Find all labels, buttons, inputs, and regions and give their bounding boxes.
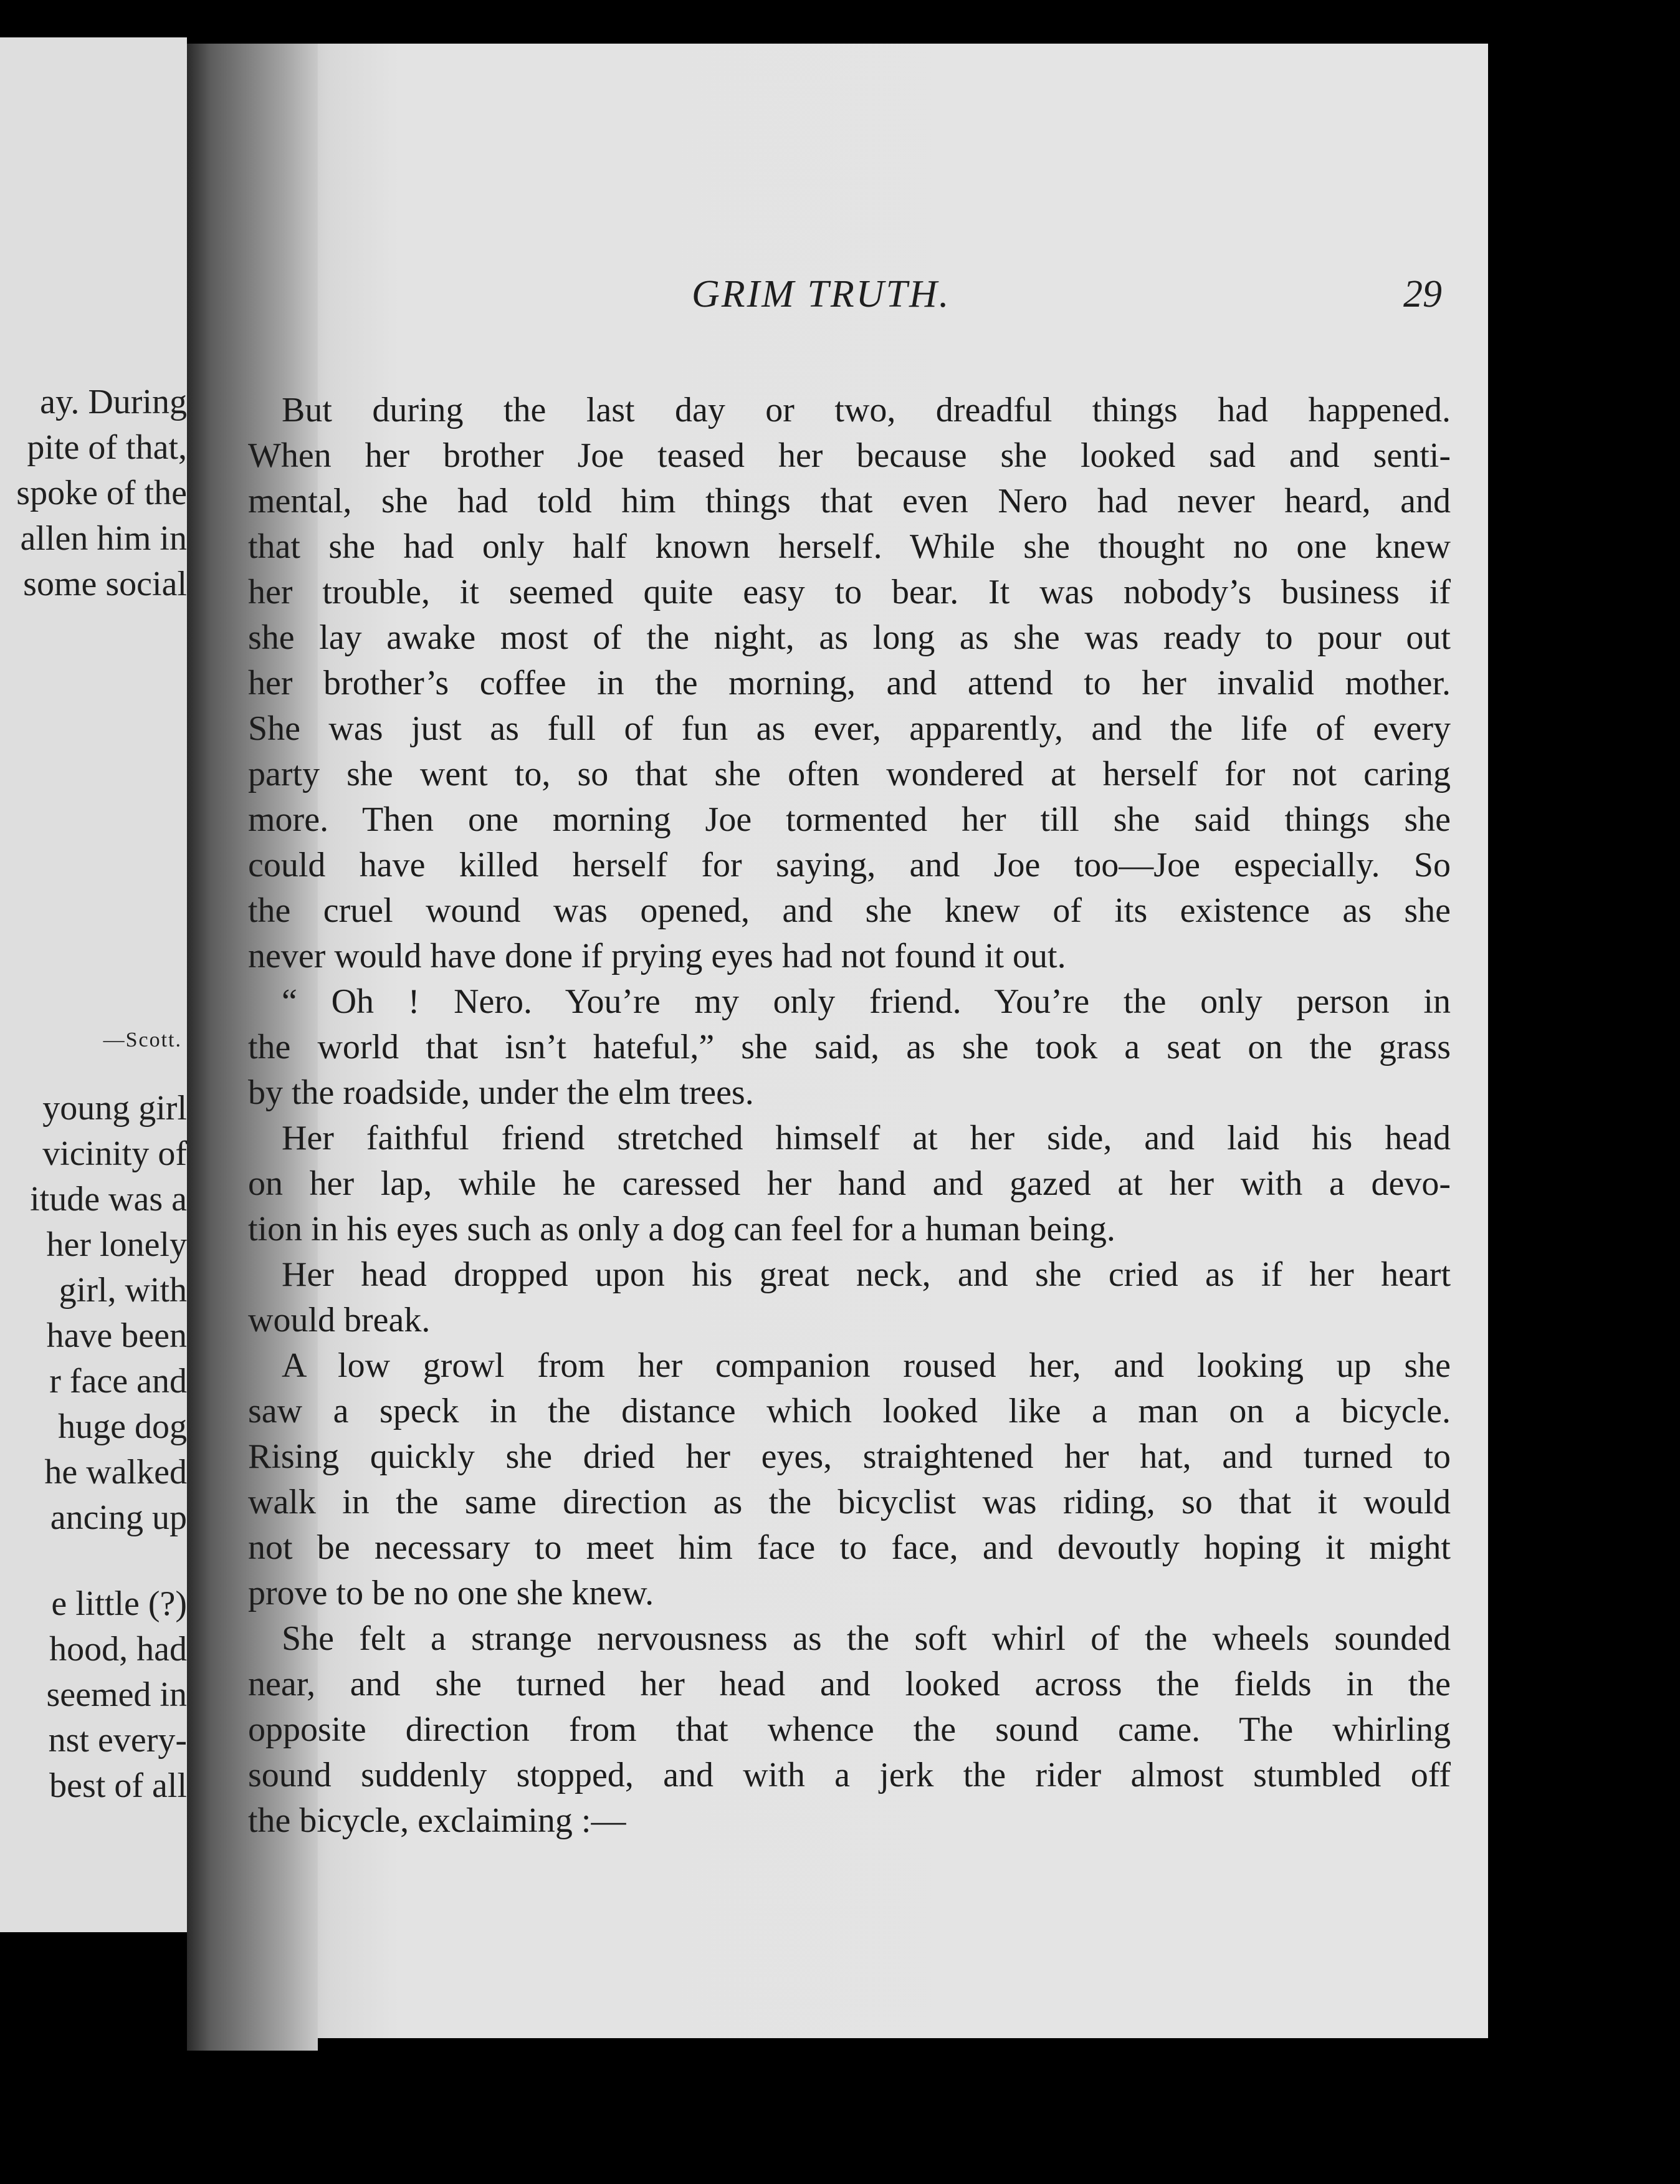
left-page-line: girl, with (59, 1271, 187, 1310)
body-line: She felt a strange nervousness as the soft whirl of the wheels sounded (282, 1619, 1451, 1658)
left-page-line: seemed in (46, 1675, 187, 1714)
left-page-line: ancing up (50, 1498, 187, 1537)
left-page-line: hood, had (49, 1630, 187, 1669)
body-line: would break. (248, 1301, 431, 1339)
body-line: opposite direction from that whence the sound came. The whirling (248, 1710, 1451, 1749)
body-line: her brother’s coffee in the morning, and attend to her invalid mother. (248, 664, 1451, 702)
left-page-line: best of all (49, 1766, 187, 1805)
body-line: Rising quickly she dried her eyes, straightened her hat, and turned to (248, 1437, 1451, 1476)
left-facing-page (0, 37, 187, 1932)
body-line: party she went to, so that she often wondered at herself for not caring (248, 755, 1451, 793)
body-line: more. Then one morning Joe tormented her till she said things she (248, 800, 1451, 839)
body-line: sound suddenly stopped, and with a jerk the rider almost stumbled off (248, 1756, 1451, 1794)
left-page-line: vicinity of (42, 1134, 187, 1173)
body-line: tion in his eyes such as only a dog can feel for a human being. (248, 1210, 1115, 1248)
body-line: near, and she turned her head and looked across the fields in the (248, 1665, 1451, 1703)
body-line: not be necessary to meet him face to face, and devoutly hoping it might (248, 1528, 1451, 1567)
left-page-line: r face and (49, 1362, 187, 1401)
left-page-line: nst every- (48, 1721, 187, 1760)
running-title: GRIM TRUTH. (692, 273, 951, 315)
body-line: the cruel wound was opened, and she knew of its existence as she (248, 891, 1451, 930)
body-line: A low growl from her companion roused her, and looking up she (282, 1346, 1451, 1385)
left-page-line: spoke of the (16, 474, 187, 512)
body-line: saw a speck in the distance which looked like a man on a bicycle. (248, 1392, 1451, 1430)
left-page-line: ay. During (40, 383, 187, 421)
body-line: When her brother Joe teased her because she looked sad and senti- (248, 436, 1451, 475)
left-page-line: her lonely (46, 1225, 187, 1264)
left-page-line: itude was a (30, 1180, 187, 1219)
body-line: her trouble, it seemed quite easy to bear. It was nobody’s business if (248, 573, 1451, 611)
body-line: prove to be no one she knew. (248, 1574, 654, 1612)
left-page-line: have been (46, 1316, 187, 1355)
running-head (0, 272, 1680, 316)
body-line: “ Oh ! Nero. You’re my only friend. You’re the only person in (282, 982, 1451, 1021)
body-line: could have killed herself for saying, and Joe too—Joe especially. So (248, 846, 1451, 884)
body-line: the world that isn’t hateful,” she said, as she took a seat on the grass (248, 1028, 1451, 1066)
left-page-line: huge dog (58, 1407, 187, 1446)
body-line: that she had only half known herself. While she thought no one knew (248, 527, 1451, 566)
body-line: But during the last day or two, dreadful things had happened. (282, 391, 1451, 429)
left-page-line: he walked (44, 1453, 187, 1492)
left-page-line: allen him in (20, 519, 187, 558)
left-page-line: young girl (42, 1089, 187, 1128)
left-page-attribution: —Scott. (103, 1028, 182, 1051)
body-line: on her lap, while he caressed her hand and gazed at her with a devo- (248, 1164, 1451, 1203)
left-page-line: e little (?) (51, 1584, 187, 1623)
body-line: never would have done if prying eyes had not found it out. (248, 937, 1066, 975)
body-line: she lay awake most of the night, as long as she was ready to pour out (248, 618, 1451, 657)
body-line: Her faithful friend stretched himself at her side, and laid his head (282, 1119, 1451, 1157)
body-line: Her head dropped upon his great neck, and she cried as if her heart (282, 1255, 1451, 1294)
left-page-line: some social (23, 565, 187, 603)
body-line: by the roadside, under the elm trees. (248, 1073, 754, 1112)
body-line: walk in the same direction as the bicyclist was riding, so that it would (248, 1483, 1451, 1521)
body-line: mental, she had told him things that even Nero had never heard, and (248, 482, 1451, 520)
page-number: 29 (1403, 273, 1442, 315)
body-line: She was just as full of fun as ever, apparently, and the life of every (248, 709, 1451, 748)
body-line: the bicycle, exclaiming :— (248, 1801, 626, 1840)
left-page-line: pite of that, (27, 428, 187, 467)
